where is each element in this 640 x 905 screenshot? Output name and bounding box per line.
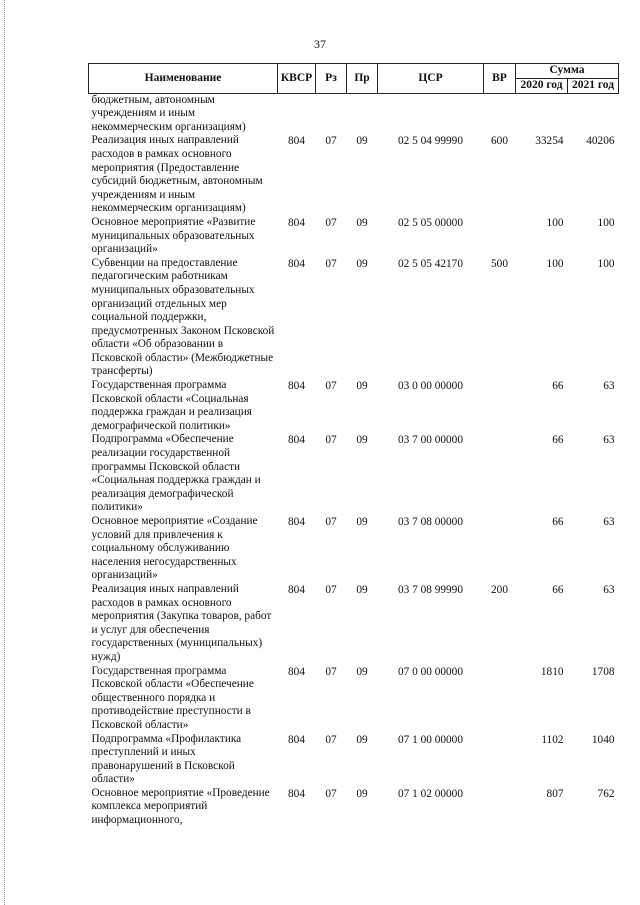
- cell-rz: 07: [325, 583, 337, 596]
- header-csr: ЦСР: [378, 64, 484, 94]
- cell-sum-2020: 66: [552, 516, 564, 528]
- budget-table: [88, 63, 619, 828]
- cell-sum-2021: 762: [597, 787, 615, 800]
- cell-pr: [347, 93, 378, 134]
- cell-kvsr: 804: [288, 733, 305, 746]
- table-row: [89, 515, 619, 583]
- header-kvsr: КВСР: [278, 64, 316, 94]
- cell-sum-2021: 1708: [591, 665, 615, 678]
- table-row: [89, 733, 619, 787]
- cell-pr: 09: [356, 516, 368, 528]
- cell-csr: 02 5 05 42170: [398, 257, 463, 270]
- cell-pr: 09: [356, 665, 368, 678]
- cell-pr: 09: [356, 257, 368, 270]
- cell-rz: 07: [325, 434, 337, 447]
- cell-name: Подпрограмма «Профилактика преступлений и иных правонарушений в Псковской области»: [91, 732, 242, 786]
- cell-sum-2020: 66: [552, 380, 564, 393]
- cell-rz: 07: [325, 216, 337, 229]
- cell-sum-2021: 63: [603, 434, 615, 447]
- cell-rz: 07: [325, 787, 337, 800]
- cell-sum-2020: 33254: [535, 135, 564, 148]
- cell-name: Основное мероприятие «Развитие муниципальных образовательных организаций»: [91, 215, 256, 256]
- scan-page-edge: [4, 0, 5, 905]
- cell-rz: 07: [325, 665, 337, 678]
- cell-sum-2020: 100: [546, 216, 564, 229]
- cell-name: Основное мероприятие «Создание условий для привлечения к социальному обслуживанию населения негосударственных организаций»: [91, 515, 258, 582]
- table-row: [89, 433, 619, 515]
- header-name: Наименование: [89, 64, 278, 94]
- cell-csr: 03 0 00 00000: [398, 380, 463, 393]
- cell-sum-2021: [568, 93, 619, 134]
- cell-vr: [484, 379, 516, 433]
- table-row: [89, 216, 619, 257]
- table-header: [89, 64, 619, 94]
- header-rz: Рз: [316, 64, 347, 94]
- cell-vr: 500: [491, 257, 508, 270]
- cell-kvsr: 804: [288, 434, 305, 447]
- table-row: [89, 93, 619, 134]
- cell-sum-2021: 63: [603, 380, 615, 393]
- cell-sum-2020: 66: [552, 434, 564, 447]
- cell-name: Субвенции на предоставление педагогическим работникам муниципальных образовательных организаций отдельных мер социальной поддержки, предусмотренных Законом Псковской области «Об образовании в Псковской области» (Межбюджетные трансферты): [91, 256, 275, 378]
- cell-pr: 09: [356, 583, 368, 596]
- cell-sum-2020: 807: [546, 787, 564, 800]
- cell-kvsr: 804: [288, 787, 305, 800]
- cell-pr: 09: [356, 434, 368, 447]
- table-row: [89, 787, 619, 828]
- cell-name: Реализация иных направлений расходов в рамках основного мероприятия (Закупка товаров, работ и услуг для обеспечения государственных (муниципальных) нужд): [91, 582, 272, 663]
- cell-csr: 07 0 00 00000: [398, 665, 463, 678]
- cell-rz: 07: [325, 257, 337, 270]
- cell-rz: 07: [325, 516, 337, 528]
- cell-rz: 07: [325, 733, 337, 746]
- cell-csr: 03 7 08 99990: [398, 583, 463, 596]
- cell-name: Реализация иных направлений расходов в рамках основного мероприятия (Предоставление субсидий бюджетным, автономным учреждениям и иным некоммерческим организациям): [91, 134, 263, 215]
- header-vr: ВР: [484, 64, 516, 94]
- cell-sum-2020: 66: [552, 583, 564, 596]
- cell-sum-2021: 1040: [591, 733, 615, 746]
- cell-vr: [484, 216, 516, 257]
- cell-kvsr: 804: [288, 516, 305, 528]
- cell-vr: [484, 665, 516, 733]
- cell-pr: 09: [356, 787, 368, 800]
- header-pr: Пр: [347, 64, 378, 94]
- cell-vr: 600: [491, 135, 508, 148]
- cell-vr: [484, 787, 516, 828]
- cell-vr: [484, 733, 516, 787]
- table-row: [89, 665, 619, 733]
- cell-kvsr: 804: [288, 665, 305, 678]
- cell-csr: 03 7 00 00000: [398, 434, 463, 447]
- cell-vr: [484, 93, 516, 134]
- cell-kvsr: 804: [288, 257, 305, 270]
- cell-sum-2021: 100: [597, 257, 615, 270]
- page-number: 37: [314, 37, 326, 51]
- cell-name: Государственная программа Псковской области «Обеспечение общественного порядка и противодействие преступности в Псковской области»: [91, 664, 254, 731]
- cell-name: бюджетным, автономным учреждениям и иным некоммерческим организациям): [91, 93, 246, 133]
- cell-sum-2021: 40206: [586, 135, 615, 148]
- table-row: [89, 583, 619, 665]
- table-body: [89, 93, 619, 828]
- header-year-2020: 2020 год: [516, 78, 568, 93]
- cell-rz: 07: [325, 135, 337, 148]
- cell-name: Государственная программа Псковской области «Социальная поддержка граждан и реализация демографической политики»: [91, 379, 252, 432]
- cell-kvsr: 804: [288, 583, 305, 596]
- cell-csr: 02 5 04 99990: [398, 135, 463, 148]
- cell-pr: 09: [356, 216, 368, 229]
- cell-name: Подпрограмма «Обеспечение реализации государственной программы Псковской области «Социальная поддержка граждан и реализация демографической политики»: [91, 433, 261, 514]
- cell-pr: 09: [356, 135, 368, 148]
- cell-kvsr: 804: [288, 216, 305, 229]
- header-sum: Сумма: [516, 64, 619, 79]
- cell-kvsr: [278, 93, 316, 134]
- cell-csr: 07 1 00 00000: [398, 733, 463, 746]
- cell-kvsr: 804: [288, 135, 305, 148]
- cell-name: Основное мероприятие «Проведение комплекса мероприятий информационного,: [91, 786, 270, 827]
- cell-vr: 200: [491, 583, 508, 596]
- cell-sum-2020: [516, 93, 568, 134]
- cell-pr: 09: [356, 380, 368, 393]
- cell-csr: [378, 93, 484, 134]
- cell-vr: [484, 433, 516, 515]
- cell-csr: 07 1 02 00000: [398, 787, 463, 800]
- cell-csr: 03 7 08 00000: [398, 516, 463, 528]
- cell-sum-2021: 63: [603, 516, 615, 528]
- table-row: [89, 379, 619, 433]
- budget-table-container: [88, 63, 618, 828]
- cell-sum-2020: 1810: [540, 665, 564, 678]
- table-row: [89, 257, 619, 379]
- cell-rz: 07: [325, 380, 337, 393]
- cell-csr: 02 5 05 00000: [398, 216, 463, 229]
- cell-kvsr: 804: [288, 380, 305, 393]
- cell-sum-2020: 1102: [541, 733, 564, 746]
- cell-sum-2021: 63: [603, 583, 615, 596]
- header-year-2021: 2021 год: [568, 78, 619, 93]
- cell-vr: [484, 515, 516, 583]
- cell-sum-2021: 100: [597, 216, 615, 229]
- cell-rz: [316, 93, 347, 134]
- table-row: [89, 134, 619, 216]
- cell-sum-2020: 100: [546, 257, 564, 270]
- cell-pr: 09: [356, 733, 368, 746]
